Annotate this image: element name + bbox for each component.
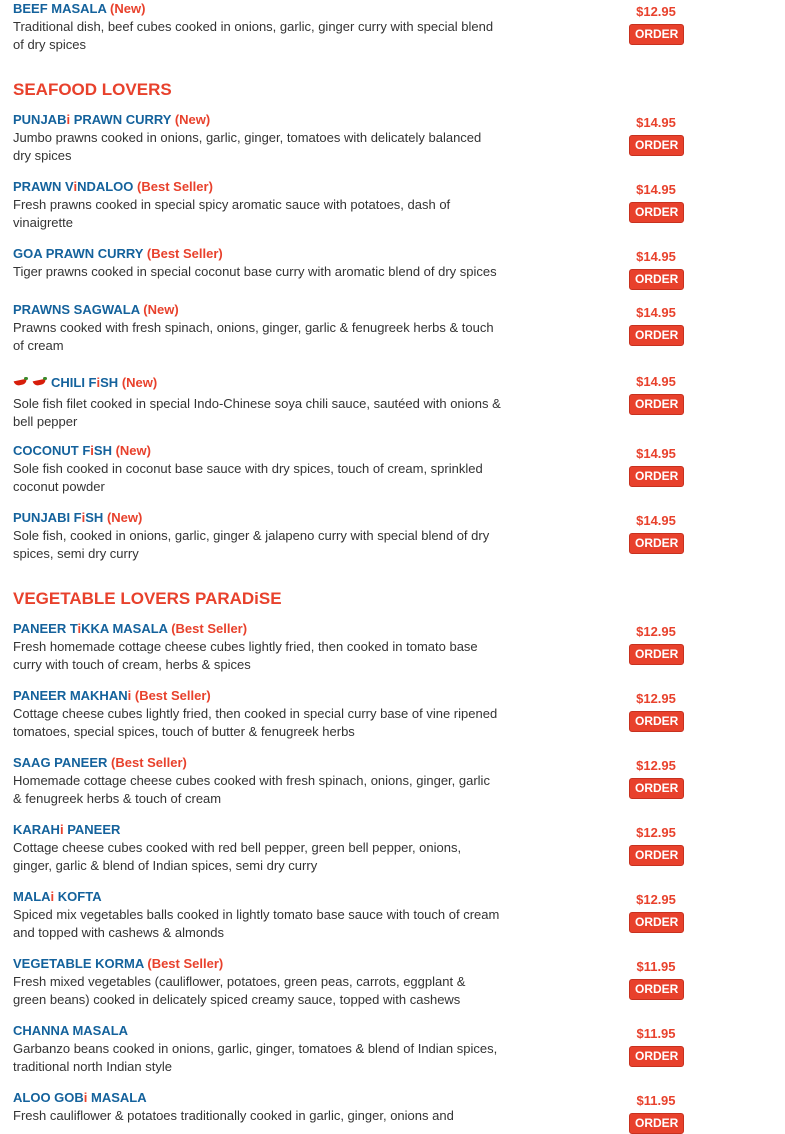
item-price: $12.95 <box>636 624 676 639</box>
item-description: Fresh prawns cooked in special spicy aromatic sauce with potatoes, dash of vinaigrette <box>13 197 451 230</box>
item-description: Sole fish cooked in coconut base sauce with dry spices, touch of cream, sprinkled coconut powder <box>13 461 483 494</box>
item-description: Jumbo prawns cooked in onions, garlic, ginger, tomatoes with delicately balanced dry spices <box>13 130 482 163</box>
item-name[interactable]: GOA PRAWN CURRY (Best Seller) <box>13 246 223 261</box>
item-name[interactable]: PANEER TiKKA MASALA (Best Seller) <box>13 621 248 636</box>
item-name[interactable]: PRAWN ViNDALOO (Best Seller) <box>13 179 213 194</box>
item-description: Traditional dish, beef cubes cooked in onions, garlic, ginger curry with special blend of dry spices <box>13 19 494 52</box>
item-description: Fresh cauliflower & potatoes traditionally cooked in garlic, ginger, onions and <box>13 1108 454 1123</box>
item-price: $14.95 <box>636 446 676 461</box>
item-price: $12.95 <box>636 892 676 907</box>
menu-item-prawn-vindaloo <box>13 178 693 232</box>
item-price: $14.95 <box>636 182 676 197</box>
order-button[interactable]: ORDER <box>629 24 684 45</box>
item-name[interactable]: VEGETABLE KORMA (Best Seller) <box>13 956 224 971</box>
item-description: Tiger prawns cooked in special coconut base curry with aromatic blend of dry spices <box>13 264 497 279</box>
item-price: $12.95 <box>636 691 676 706</box>
item-name[interactable]: BEEF MASALA (New) <box>13 1 146 16</box>
item-tag: (Best Seller) <box>171 621 248 636</box>
order-button[interactable]: ORDER <box>629 394 684 415</box>
item-name[interactable]: KARAHi PANEER <box>13 822 121 837</box>
chili-pepper-icon <box>32 377 48 387</box>
item-tag: (New) <box>174 112 211 127</box>
item-price: $11.95 <box>636 1093 676 1108</box>
item-name[interactable]: CHILI FiSH (New) <box>13 371 501 395</box>
order-button[interactable]: ORDER <box>629 979 684 1000</box>
item-tag: (Best Seller) <box>134 688 211 703</box>
item-description: Sole fish filet cooked in special Indo-Chinese soya chili sauce, sautéed with onions & bell pepper <box>13 396 501 429</box>
item-name[interactable]: SAAG PANEER (Best Seller) <box>13 755 187 770</box>
item-tag: (Best Seller) <box>111 755 187 770</box>
order-button[interactable]: ORDER <box>629 202 684 223</box>
item-name[interactable]: PANEER MAKHANi (Best Seller) <box>13 688 211 703</box>
item-price: $12.95 <box>636 825 676 840</box>
menu-item-karahi-paneer <box>13 821 693 875</box>
item-tag: (New) <box>143 302 179 317</box>
order-button[interactable]: ORDER <box>629 1046 684 1067</box>
item-description: Spiced mix vegetables balls cooked in lightly tomato base sauce with touch of cream and topped with cashews & almonds <box>13 907 500 940</box>
item-price: $14.95 <box>636 249 676 264</box>
order-button[interactable]: ORDER <box>629 1113 684 1134</box>
item-description: Prawns cooked with fresh spinach, onions, ginger, garlic & fenugreek herbs & touch of cream <box>13 320 494 353</box>
section-title-seafood: SEAFOOD LOVERS <box>13 80 172 99</box>
item-name[interactable]: COCONUT FiSH (New) <box>13 443 151 458</box>
menu-item-punjabi-fish <box>13 509 693 563</box>
chili-pepper-icon <box>13 377 29 387</box>
menu-item-beef-masala <box>13 0 693 54</box>
item-name[interactable]: CHANNA MASALA <box>13 1023 129 1038</box>
menu-item-channa-masala <box>13 1022 693 1076</box>
item-description: Fresh homemade cottage cheese cubes lightly fried, then cooked in tomato base curry with touch of cream, herbs & spices <box>13 639 478 672</box>
order-button[interactable]: ORDER <box>629 778 684 799</box>
item-name[interactable]: ALOO GOBi MASALA <box>13 1090 147 1105</box>
order-button[interactable]: ORDER <box>629 466 684 487</box>
item-name[interactable]: PUNJABi PRAWN CURRY (New) <box>13 112 211 127</box>
menu-item-goa-prawn-curry <box>13 245 693 286</box>
order-button[interactable]: ORDER <box>629 269 684 290</box>
section-title-vegetable: VEGETABLE LOVERS PARADiSE <box>13 589 282 608</box>
item-tag: (New) <box>115 443 151 458</box>
item-tag: (Best Seller) <box>146 246 223 261</box>
menu-item-vegetable-korma <box>13 955 693 1009</box>
item-price: $14.95 <box>636 305 676 320</box>
item-tag: (New) <box>106 510 143 525</box>
order-button[interactable]: ORDER <box>629 912 684 933</box>
item-description: Sole fish, cooked in onions, garlic, ginger & jalapeno curry with special blend of dry spices, semi dry curry <box>13 528 490 561</box>
item-tag: (New) <box>121 375 158 390</box>
order-button[interactable]: ORDER <box>629 711 684 732</box>
item-price: $12.95 <box>636 758 676 773</box>
menu-item-saag-paneer <box>13 754 693 808</box>
item-tag: (Best Seller) <box>137 179 213 194</box>
order-button[interactable]: ORDER <box>629 135 684 156</box>
menu-item-aloo-gobi-masala <box>13 1089 693 1130</box>
item-price: $14.95 <box>636 513 676 528</box>
menu-item-chili-fish <box>13 371 693 431</box>
item-name[interactable]: PRAWNS SAGWALA (New) <box>13 302 179 317</box>
item-price: $12.95 <box>636 4 676 19</box>
menu-item-coconut-fish <box>13 442 693 496</box>
item-name[interactable]: MALAi KOFTA <box>13 889 102 904</box>
menu-item-malai-kofta <box>13 888 693 942</box>
item-price: $11.95 <box>636 959 676 974</box>
order-button[interactable]: ORDER <box>629 533 684 554</box>
item-description: Cottage cheese cubes cooked with red bell pepper, green bell pepper, onions, ginger, garlic & blend of Indian spices, semi dry curry <box>13 840 462 873</box>
order-button[interactable]: ORDER <box>629 325 684 346</box>
item-price: $11.95 <box>636 1026 676 1041</box>
menu-item-paneer-makhani <box>13 687 693 741</box>
item-price: $14.95 <box>636 115 676 130</box>
item-price: $14.95 <box>636 374 676 389</box>
item-description: Garbanzo beans cooked in onions, garlic, ginger, tomatoes & blend of Indian spices, traditional north Indian style <box>13 1041 498 1074</box>
menu-item-paneer-tikka-masala <box>13 620 693 674</box>
order-button[interactable]: ORDER <box>629 845 684 866</box>
item-description: Homemade cottage cheese cubes cooked with fresh spinach, onions, ginger, garlic & fenugreek herbs & touch of cream <box>13 773 490 806</box>
item-tag: (New) <box>110 1 146 16</box>
item-name[interactable]: PUNJABI FiSH (New) <box>13 510 143 525</box>
item-description: Cottage cheese cubes lightly fried, then cooked in special curry base of vine ripened tomatoes, special spices, touch of butter & fenugreek herbs <box>13 706 498 739</box>
menu-item-prawns-sagwala <box>13 301 693 355</box>
item-description: Fresh mixed vegetables (cauliflower, potatoes, green peas, carrots, eggplant & green beans) cooked in delicately spiced creamy sauce, topped with cashews <box>13 974 466 1007</box>
menu-item-punjabi-prawn-curry <box>13 111 693 165</box>
order-button[interactable]: ORDER <box>629 644 684 665</box>
item-tag: (Best Seller) <box>147 956 224 971</box>
